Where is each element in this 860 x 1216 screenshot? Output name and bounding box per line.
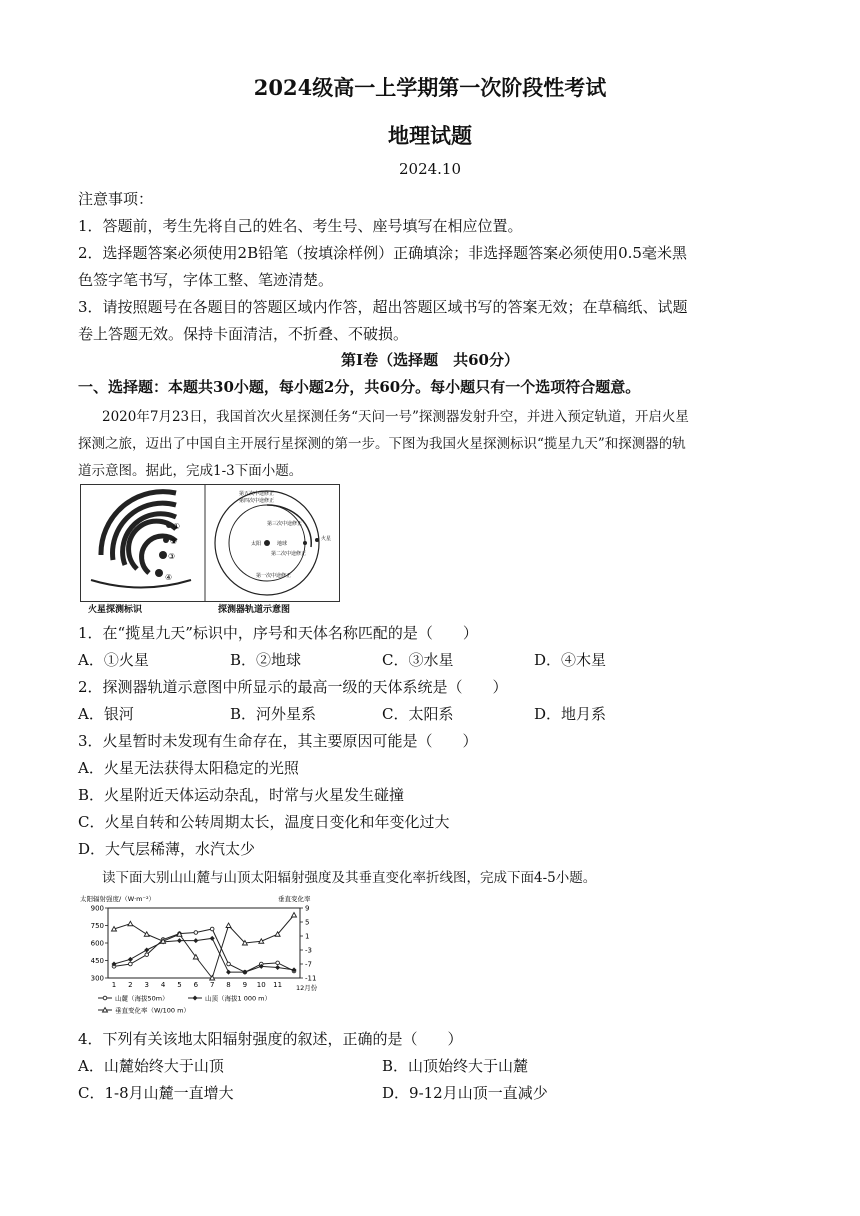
notice-item-3-line-1: 3．请按照题号在各题目的答题区域内作答，超出答题区域书写的答案无效；在草稿纸、试题 [78, 298, 688, 316]
chart-x-unit: 12月份 [296, 984, 318, 992]
earth-icon [303, 541, 307, 545]
q1-stem: 1．在“揽星九天”标识中，序号和天体名称匹配的是（ ） [78, 624, 478, 642]
q4-option-a: A．山麓始终大于山顶 [78, 1057, 224, 1075]
q3-option-d: D．大气层稀薄，水汽太少 [78, 840, 256, 858]
intro1-line-2: 探测之旅，迈出了中国自主开展行星探测的第一步。下图为我国火星探测标识“揽星九天”和探测器的轨 [78, 436, 686, 452]
orbit-label-third: 第三次中途修正 [267, 521, 303, 527]
series-3-point [128, 921, 133, 926]
subject-title: 地理试题 [388, 123, 472, 148]
q3-option-c: C．火星自转和公转周期太长，温度日变化和年变化过大 [78, 813, 450, 831]
notice-item-2-line-1: 2．选择题答案必须使用2B铅笔（按填涂样例）正确填涂；非选择题答案必须使用0.5毫米黑 [78, 244, 687, 262]
series-2-point [242, 970, 247, 975]
marker-2: ② [170, 537, 178, 546]
q4-stem: 4．下列有关该地太阳辐射强度的叙述，正确的是（ ） [78, 1030, 463, 1048]
x-tick-label: 4 [160, 981, 166, 989]
orbit-label-fifth: 第五次中途修正 [239, 491, 275, 497]
x-tick-label: 6 [193, 981, 199, 989]
marker-3: ③ [168, 552, 176, 561]
x-tick-label: 3 [144, 981, 149, 989]
y2-tick-label: -7 [305, 960, 312, 969]
y-tick-label: 750 [90, 922, 104, 930]
q1-option-d: D．④木星 [534, 651, 607, 669]
series-1-point [276, 961, 280, 965]
mars-figure [80, 484, 340, 602]
series-1-point [210, 927, 214, 931]
series-3-point [112, 927, 117, 932]
exam-title: 2024级高一上学期第一次阶段性考试 [253, 75, 607, 100]
radiation-chart [78, 892, 338, 1024]
orbit-label-earth: 地球 [277, 541, 288, 547]
y2-tick-label: 5 [305, 918, 310, 927]
chart-ylabel: 太阳辐射强度/（W·m⁻²） [80, 895, 156, 903]
q2-option-a: A．银河 [78, 705, 134, 723]
series-2-point [275, 965, 280, 970]
series-line-3 [114, 915, 294, 978]
y2-tick-label: 1 [305, 932, 310, 941]
intro1-line-3: 道示意图。据此，完成1-3下面小题。 [78, 463, 303, 479]
marker-1: ① [173, 522, 181, 531]
q4-option-b: B．山顶始终大于山麓 [382, 1057, 529, 1075]
series-1-point [129, 962, 133, 966]
chart-y2label: 垂直变化率 [278, 895, 311, 903]
x-tick-label: 7 [209, 981, 215, 989]
y2-tick-label: -11 [305, 974, 317, 983]
series-2-point [144, 948, 149, 953]
mars-figure-svg [81, 485, 339, 601]
q1-option-c: C．③水星 [382, 651, 454, 669]
q3-stem: 3．火星暂时未发现有生命存在，其主要原因可能是（ ） [78, 732, 478, 750]
series-2-point [210, 936, 215, 941]
q1-option-a: A．①火星 [78, 651, 149, 669]
q3-option-b: B．火星附近天体运动杂乱，时常与火星发生碰撞 [78, 786, 405, 804]
orbit-label-mars: 火星 [321, 536, 332, 542]
x-tick-label: 10 [256, 981, 266, 989]
y2-tick-label: -3 [305, 946, 312, 955]
q2-option-b: B．河外星系 [230, 705, 317, 723]
intro2-line-1: 读下面大别山山麓与山顶太阳辐射强度及其垂直变化率折线图，完成下面4-5小题。 [102, 870, 597, 886]
series-2-point [226, 970, 231, 975]
q3-option-a: A．火星无法获得太阳稳定的光照 [78, 759, 299, 777]
x-tick-label: 8 [226, 981, 231, 989]
y2-tick-label: 9 [305, 904, 310, 913]
series-2-point [128, 957, 133, 962]
q2-option-c: C．太阳系 [382, 705, 454, 723]
intro1-line-1: 2020年7月23日，我国首次火星探测任务“天问一号”探测器发射升空，并进入预定轨道，开启火星 [102, 409, 689, 425]
volume-heading: 第Ⅰ卷（选择题 共60分） [341, 351, 519, 369]
orbit-label-fourth: 第四次中途修正 [239, 498, 275, 504]
x-tick-label: 2 [128, 981, 133, 989]
notice-item-1: 1．答题前，考生先将自己的姓名、考生号、座号填写在相应位置。 [78, 217, 523, 235]
y-tick-label: 600 [90, 939, 104, 948]
series-3-point [226, 923, 231, 928]
section-heading: 一、选择题：本题共30小题，每小题2分，共60分。每小题只有一个选项符合题意。 [78, 378, 641, 396]
notice-heading: 注意事项： [78, 190, 154, 208]
series-1-point [227, 962, 231, 966]
series-3-point [259, 939, 264, 944]
q1-option-b: B．②地球 [230, 651, 302, 669]
series-line-1 [114, 929, 294, 972]
chart-legend [98, 994, 271, 1015]
radiation-chart-svg [78, 892, 338, 1024]
y-tick-label: 300 [90, 974, 104, 983]
x-tick-label: 9 [242, 981, 248, 989]
series-3-point [292, 913, 297, 918]
orbit-label-second: 第二次中途修正 [271, 551, 307, 557]
series-2-point [177, 938, 182, 943]
series-1-point [145, 953, 149, 957]
series-3-point [144, 932, 149, 937]
y-tick-label: 900 [90, 904, 104, 913]
q4-option-d: D．9-12月山顶一直减少 [382, 1084, 548, 1102]
q4-option-c: C．1-8月山麓一直增大 [78, 1084, 234, 1102]
orbit-label-sun: 太阳 [251, 541, 262, 547]
notice-item-2-line-2: 色签字笔书写，字体工整、笔迹清楚。 [78, 271, 334, 289]
orbit-caption: 探测器轨道示意图 [218, 605, 291, 615]
x-tick-label: 5 [177, 981, 182, 989]
legend-piedmont: 山麓（海拔50m） [115, 994, 169, 1003]
q2-stem: 2．探测器轨道示意图中所显示的最高一级的天体系统是（ ） [78, 678, 508, 696]
legend-summit: 山顶（海拔1 000 m） [205, 994, 272, 1003]
series-2-point [193, 938, 198, 943]
sun-icon [264, 540, 270, 546]
marker-4: ④ [165, 573, 173, 582]
notice-item-3-line-2: 卷上答题无效。保持卡面清洁，不折叠、不破损。 [78, 325, 409, 343]
logo-caption: 火星探测标识 [88, 605, 143, 615]
x-tick-label: 1 [111, 981, 117, 989]
legend-rate: 垂直变化率（W/100 m） [115, 1006, 190, 1015]
mars-icon [315, 538, 319, 542]
series-1-point [194, 931, 198, 935]
y-tick-label: 450 [90, 957, 104, 965]
x-tick-label: 11 [273, 981, 283, 989]
q2-option-d: D．地月系 [534, 705, 607, 723]
orbit-label-first: 第一次中途修正 [256, 573, 292, 579]
exam-date: 2024.10 [398, 160, 462, 178]
